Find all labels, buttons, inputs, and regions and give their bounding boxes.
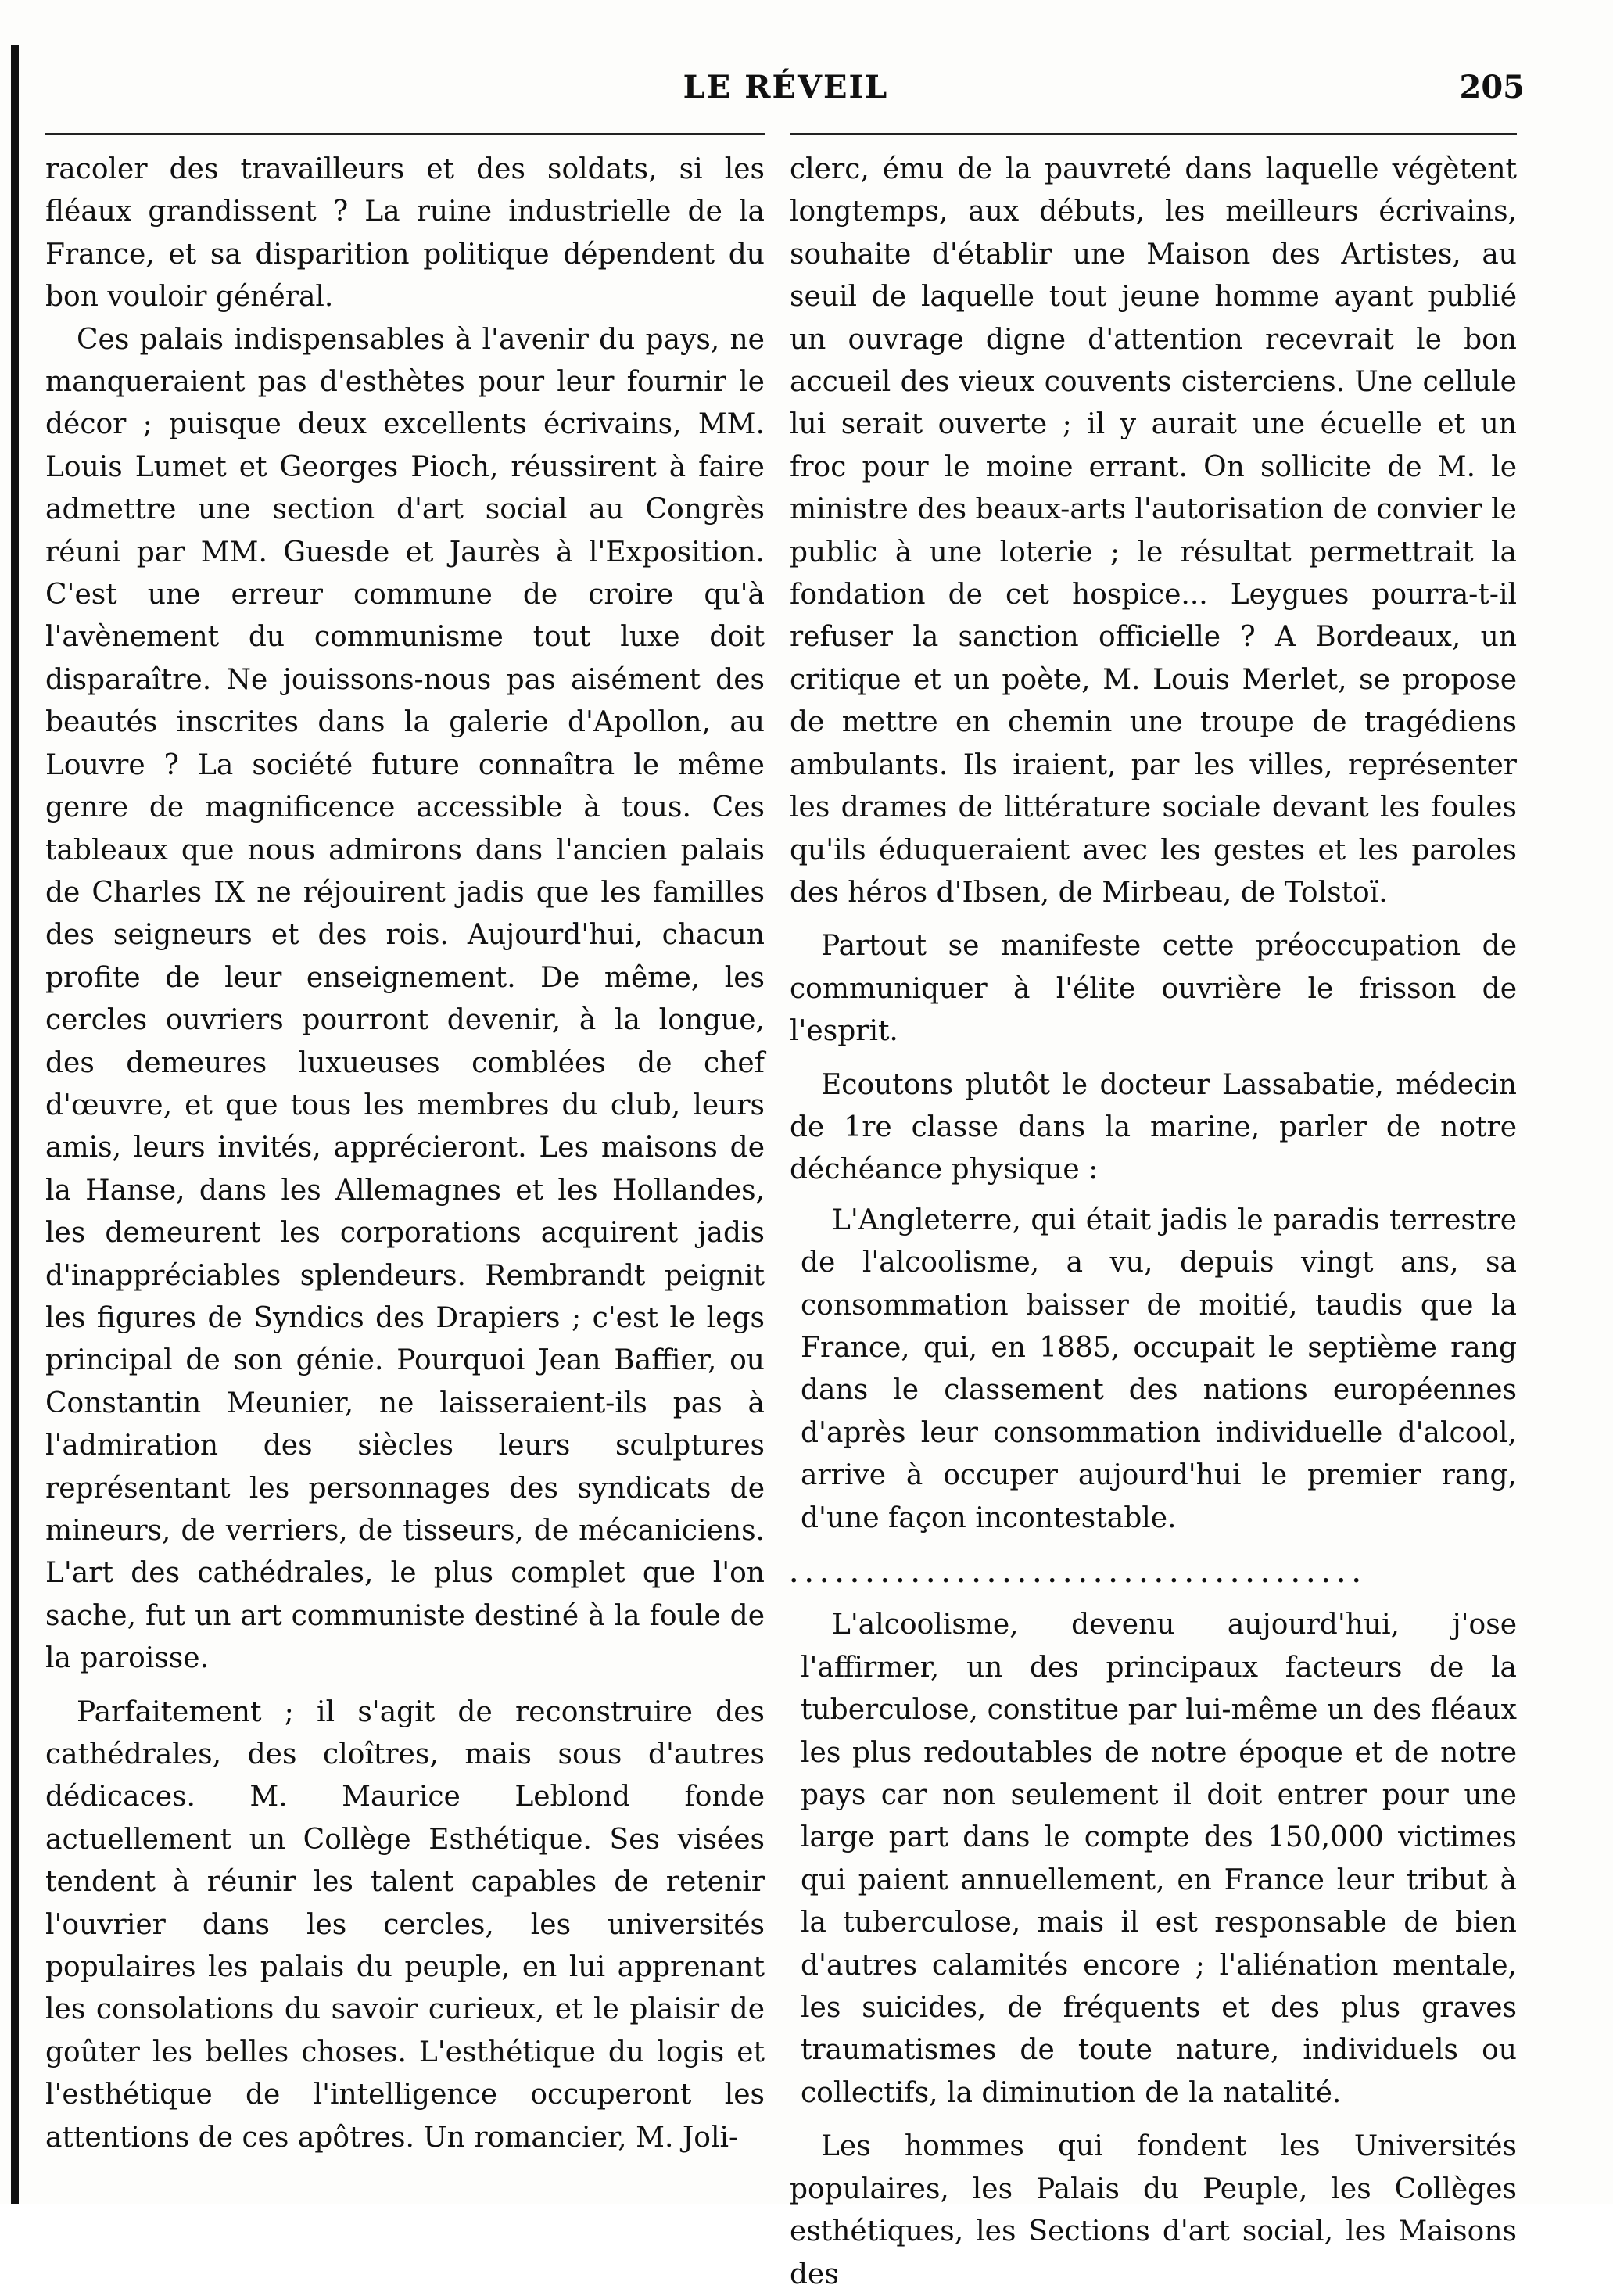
right-paragraph-2: Partout se manifeste cette préoccupation de communiquer à l'élite ouvrière le frisson de l'esprit. [790,930,1517,1048]
left-column [45,149,765,2159]
page-header [47,69,1525,116]
right-paragraph-3: Ecoutons plutôt le docteur Lassabatie, médecin de 1re classe dans la marine, parler de notre déchéance physique : [790,1068,1517,1186]
quote-paragraph-2: L'alcoolisme, devenu aujourd'hui, j'ose l'affirmer, un des principaux facteurs de la tuberculose, constitue par lui-même un des fléaux les plus redoutables de notre époque et de notre pays car non seulement il doit entrer pour une large part dans le compte des 150,000 victimes qui paient annuellement, en France leur tribut à la tuberculose, mais il est responsable de bien d'autres calamités encore ; l'aliénation mentale, les suicides, de fréquents et des plus graves traumatismes de toute nature, individuels ou collectifs, la diminution de la natalité. [801,1609,1517,2109]
left-paragraph-2: Ces palais indispensables à l'avenir du pays, ne manqueraient pas d'esthètes pour leur fournir le décor ; puisque deux excellents écrivains, MM. Louis Lumet et Georges Pioch, réussirent à faire admettre une section d'art social au Congrès réuni par MM. Guesde et Jaurès à l'Exposition. C'est une erreur commune de croire qu'à l'avènement du communisme tout luxe doit disparaître. Ne jouissons-nous pas aisément des beautés inscrites dans la galerie d'Apollon, au Louvre ? La société future connaîtra le même genre de magnificence accessible à tous. Ces tableaux que nous admirons dans l'ancien palais de Charles IX ne réjouirent jadis que les familles des seigneurs et des rois. Aujourd'hui, chacun profite de leur enseignement. De même, les cercles ouvriers pourront devenir, à la longue, des demeures luxueuses comblées de chef d'œuvre, et que tous les membres du club, leurs amis, leurs invités, apprécieront. Les maisons de la Hanse, dans les Allemagnes et les Hollandes, les demeurent les corporations acquirent jadis d'inappréciables splendeurs. Rembrandt peignit les figures de Syndics des Drapiers ; c'est le legs principal de son génie. Pourquoi Jean Baffier, ou Constantin Meunier, ne laisseraient-ils pas à l'admiration des siècles leurs sculptures représentant les personnages des syndicats de mineurs, de verriers, de tisseurs, de mécaniciens. L'art des cathédrales, le plus complet que l'on sache, fut un art communiste destiné à la foule de la paroisse. [45,323,765,1675]
right-column [790,149,1517,2296]
header-rule-right [790,133,1517,135]
header-rule-left [45,133,765,135]
left-paragraph-3: Parfaitement ; il s'agit de reconstruire des cathédrales, des cloîtres, mais sous d'autres dédicaces. M. Maurice Leblond fonde actuellement un Collège Esthétique. Ses visées tendent à réunir les talent capables de retenir l'ouvrier dans les cercles, les universités populaires les palais du peuple, en lui apprenant les consolations du savoir curieux, et le plaisir de goûter les belles choses. L'esthétique du logis et l'esthétique de l'intelligence occuperont les attentions de ces apôtres. Un romancier, M. Joli- [45,1695,765,2154]
left-paragraph-1: racoler des travailleurs et des soldats, si les fléaux grandissent ? La ruine industrielle de la France, et sa disparition politique dépendent du bon vouloir général. [45,153,765,314]
quote-paragraph-1: L'Angleterre, qui était jadis le paradis terrestre de l'alcoolisme, a vu, depuis vingt ans, sa consommation baisser de moitié, taudis que la France, qui, en 1885, occupait le septième rang dans le classement des nations européennes d'après leur consommation individuelle d'alcool, arrive à occuper aujourd'hui le premier rang, d'une façon incontestable. [801,1204,1517,1534]
block-quote-2 [790,1604,1517,2115]
running-title: LE RÉVEIL [683,69,889,106]
binding-edge [11,45,19,2204]
right-paragraph-4: Les hommes qui fondent les Universités populaires, les Palais du Peuple, les Collèges esthétiques, les Sections d'art social, les Maisons des [790,2130,1517,2291]
block-quote-1 [790,1200,1517,1540]
right-paragraph-continuation: clerc, ému de la pauvreté dans laquelle végètent longtemps, aux débuts, les meilleurs écrivains, souhaite d'établir une Maison des Artistes, au seuil de laquelle tout jeune homme ayant publié un ouvrage digne d'attention recevrait le bon accueil des vieux couvents cisterciens. Une cellule lui serait ouverte ; il y aurait une écuelle et un froc pour le moine errant. On sollicite de M. le ministre des beaux-arts l'autorisation de convier le public à une loterie ; le résultat permettrait la fondation de cet hospice... Leygues pourra-t-il refuser la sanction officielle ? A Bordeaux, un critique et un poète, M. Louis Merlet, se propose de mettre en chemin une troupe de tragédiens ambulants. Ils iraient, par les villes, représenter les drames de littérature sociale devant les foules qu'ils éduqueraient avec les gestes et les paroles des héros d'Ibsen, de Mirbeau, de Tolstoï. [790,153,1517,909]
page-number: 205 [1459,69,1525,106]
ellipsis-separator: ...................................... [790,1561,1367,1588]
